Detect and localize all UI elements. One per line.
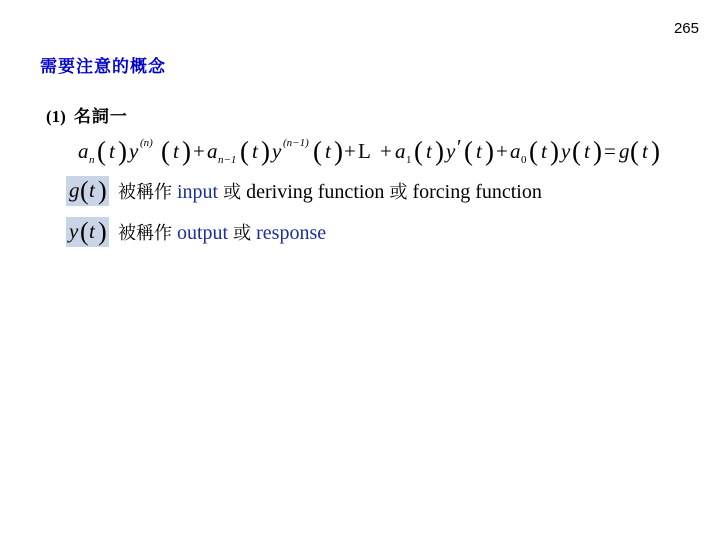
subheading-title: 名詞一 (73, 107, 128, 127)
eq-coef-an: a (78, 139, 89, 163)
eq-sub-0: 0 (521, 154, 527, 166)
eq-sub-n1: n−1 (218, 154, 237, 166)
symbol-paren: ( (80, 176, 89, 205)
eq-coef-a1: a (395, 139, 406, 163)
eq-paren: ( (414, 136, 423, 166)
eq-coef-an1: a (207, 139, 218, 163)
differential-equation (78, 134, 658, 168)
term-output: output (177, 222, 229, 244)
definition-row-input (66, 175, 542, 207)
eq-paren: ) (593, 136, 602, 166)
eq-plus: + (344, 139, 356, 163)
symbol-y-of-t (66, 217, 109, 247)
called-label: 被稱作 (118, 182, 172, 203)
symbol-func: g (69, 178, 80, 202)
eq-plus: + (496, 139, 508, 163)
symbol-var: t (89, 178, 95, 202)
eq-paren: ) (435, 136, 444, 166)
eq-paren: ( (572, 136, 581, 166)
eq-var-t: t (173, 139, 179, 163)
symbol-paren: ) (98, 176, 107, 205)
subheading-number: (1) (46, 107, 66, 126)
page-number: 265 (673, 20, 699, 37)
eq-equals: = (604, 139, 616, 163)
called-label: 被稱作 (118, 223, 172, 244)
eq-paren: ( (97, 136, 106, 166)
or-label: 或 (233, 223, 252, 244)
eq-paren: ( (464, 136, 473, 166)
eq-var-t: t (476, 139, 482, 163)
symbol-var: t (89, 219, 95, 243)
definition-text-output (118, 219, 326, 245)
definition-text-input (118, 178, 542, 204)
eq-var-t: t (642, 139, 648, 163)
eq-paren: ) (550, 136, 559, 166)
eq-paren: ( (529, 136, 538, 166)
eq-paren: ) (651, 136, 660, 166)
eq-paren: ) (261, 136, 270, 166)
eq-func-y: y (561, 139, 571, 163)
eq-var-t: t (426, 139, 432, 163)
eq-sup-n: (n) (140, 137, 153, 149)
term-input: input (177, 181, 219, 203)
eq-var-t: t (325, 139, 331, 163)
subheading (46, 102, 128, 127)
eq-paren: ) (485, 136, 494, 166)
symbol-g-of-t (66, 176, 109, 206)
eq-func-y: y (272, 139, 282, 163)
eq-paren: ) (118, 136, 127, 166)
eq-sub-1: 1 (406, 154, 412, 166)
eq-ellipsis: L (358, 139, 371, 163)
eq-plus: + (193, 139, 205, 163)
eq-var-t: t (109, 139, 115, 163)
eq-prime: ′ (457, 135, 462, 159)
eq-coef-a0: a (510, 139, 521, 163)
eq-sup-n1: (n−1) (283, 137, 309, 149)
term-response: response (256, 222, 327, 244)
eq-paren: ( (630, 136, 639, 166)
symbol-paren: ( (80, 217, 89, 246)
or-label: 或 (389, 182, 408, 203)
eq-var-t: t (584, 139, 590, 163)
eq-var-t: t (252, 139, 258, 163)
eq-sub-n: n (89, 154, 95, 166)
symbol-paren: ) (98, 217, 107, 246)
term-forcing-function: forcing function (412, 181, 542, 203)
eq-paren: ) (334, 136, 343, 166)
eq-var-t: t (541, 139, 547, 163)
or-label: 或 (223, 182, 242, 203)
eq-func-g: g (619, 139, 630, 163)
eq-paren: ) (182, 136, 191, 166)
eq-paren: ( (313, 136, 322, 166)
section-heading: 需要注意的概念 (40, 57, 166, 77)
eq-paren: ( (240, 136, 249, 166)
eq-paren: ( (161, 136, 170, 166)
definition-row-output (66, 216, 326, 248)
eq-func-y: y (129, 139, 139, 163)
eq-plus: + (380, 139, 392, 163)
eq-func-y: y (446, 139, 456, 163)
symbol-func: y (69, 219, 79, 243)
term-deriving-function: deriving function (246, 181, 385, 203)
